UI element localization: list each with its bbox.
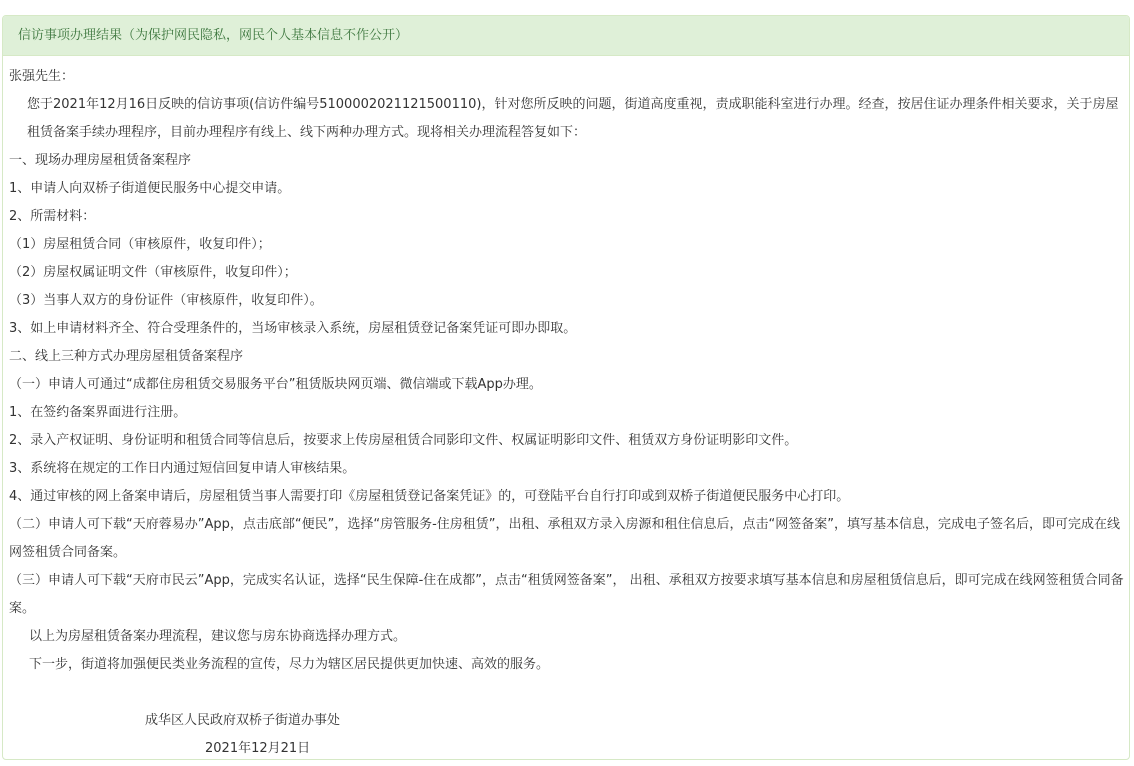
closing-paragraph: 以上为房屋租赁备案办理流程，建议您与房东协商选择办理方式。 — [29, 629, 407, 644]
signature-organization: 成华区人民政府双桥子街道办事处 — [145, 713, 341, 728]
reply-body — [3, 56, 1129, 760]
list-item: 3、如上申请材料齐全、符合受理条件的，当场审核录入系统，房屋租赁登记备案凭证可即办即取。 — [9, 321, 577, 336]
section-heading-online: 二、线上三种方式办理房屋租赁备案程序 — [9, 349, 244, 364]
list-item: 1、在签约备案界面进行注册。 — [9, 405, 187, 420]
list-item: 4、通过审核的网上备案申请后，房屋租赁当事人需要打印《房屋租赁登记备案凭证》的，可登陆平台自行打印或到双桥子街道便民服务中心打印。 — [9, 489, 850, 504]
list-item: （2）房屋权属证明文件（审核原件，收复印件）； — [9, 265, 297, 280]
salutation: 张强先生： — [9, 69, 75, 84]
spacer — [9, 679, 1125, 707]
list-item: 2、所需材料： — [9, 209, 96, 224]
list-item: 1、申请人向双桥子街道便民服务中心提交申请。 — [9, 181, 291, 196]
list-item: （一）申请人可通过“成都住房租赁交易服务平台”租赁版块网页端、微信端或下载App办理。 — [9, 377, 542, 392]
list-item: （3）当事人双方的身份证件（审核原件，收复印件）。 — [9, 293, 323, 308]
list-item: （二）申请人可下载“天府蓉易办”App，点击底部“便民”，选择“房管服务-住房租赁”，出租、承租双方录入房源和租住信息后，点击“网签备案”，填写基本信息，完成电子签名后，即可完成在线网签租赁合同备案。 — [9, 517, 1120, 560]
section-heading-offline: 一、现场办理房屋租赁备案程序 — [9, 153, 192, 168]
reply-panel — [2, 15, 1130, 760]
list-item: （1）房屋租赁合同（审核原件，收复印件）； — [9, 237, 271, 252]
list-item: （三）申请人可下载“天府市民云”App，完成实名认证，选择“民生保障-住在成都”，点击“租赁网签备案”， 出租、承租双方按要求填写基本信息和房屋租赁信息后，即可完成在线网签租赁合同备案。 — [9, 573, 1124, 616]
panel-heading: 信访事项办理结果（为保护网民隐私，网民个人基本信息不作公开） — [3, 16, 1129, 56]
closing-paragraph: 下一步，街道将加强便民类业务流程的宣传，尽力为辖区居民提供更加快速、高效的服务。 — [29, 657, 550, 672]
signature-date: 2021年12月21日 — [205, 741, 311, 756]
list-item: 2、录入产权证明、身份证明和租赁合同等信息后，按要求上传房屋租赁合同影印文件、权属证明影印文件、租赁双方身份证明影印文件。 — [9, 433, 798, 448]
intro-paragraph: 您于2021年12月16日反映的信访事项(信访件编号5100002021121500110)，针对您所反映的问题，街道高度重视，责成职能科室进行办理。经查，按居住证办理条件相关要求，关于房屋租赁备案手续办理程序，目前办理程序有线上、线下两种办理方式。现将相关办理流程答复如下： — [27, 97, 1119, 140]
list-item: 3、系统将在规定的工作日内通过短信回复申请人审核结果。 — [9, 461, 356, 476]
